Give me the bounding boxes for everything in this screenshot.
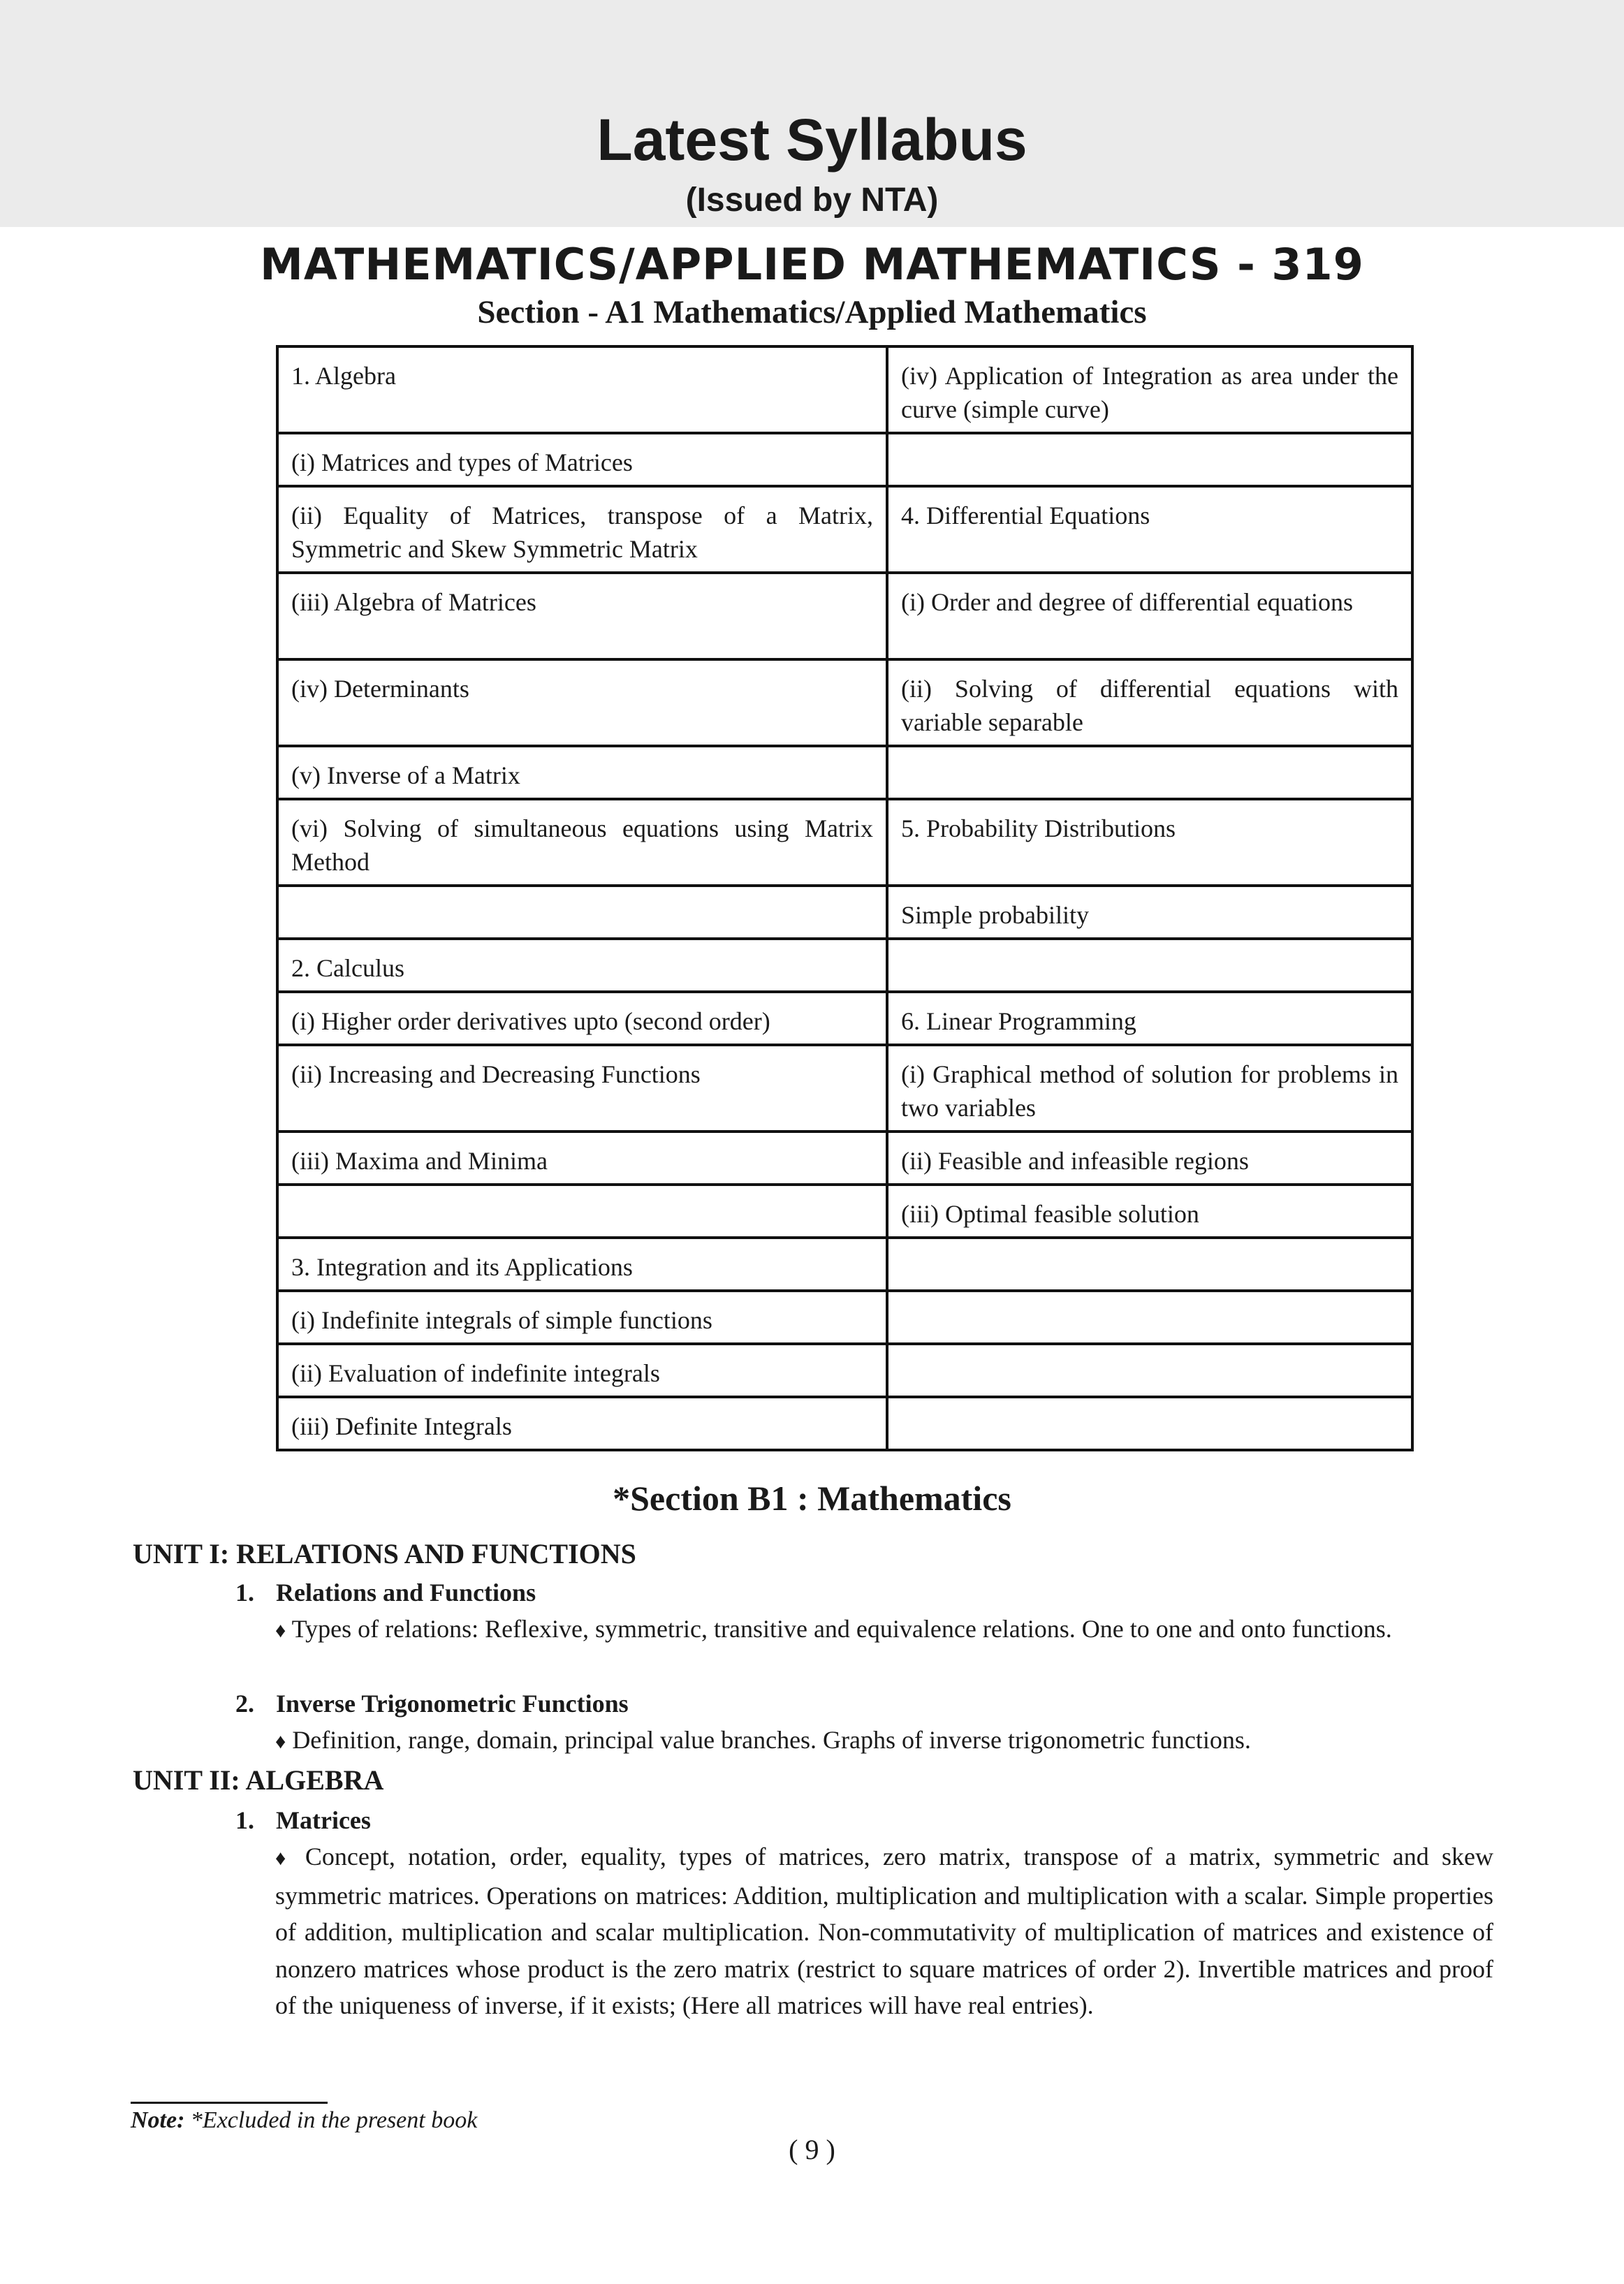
document-title: MATHEMATICS/APPLIED MATHEMATICS - 319 bbox=[260, 239, 1364, 290]
table-cell: (iii) Maxima and Minima bbox=[277, 1132, 887, 1185]
footnote-label: Note: bbox=[131, 2107, 185, 2133]
table-row bbox=[277, 1045, 1412, 1132]
unit-1-heading: UNIT I: RELATIONS AND FUNCTIONS bbox=[133, 1538, 636, 1569]
table-row bbox=[277, 433, 1412, 486]
topic-description bbox=[275, 1722, 1493, 1761]
topic-number: 1. bbox=[235, 1579, 254, 1606]
topic-title: Relations and Functions bbox=[276, 1579, 536, 1606]
topic-heading bbox=[235, 1574, 536, 1611]
table-row bbox=[277, 1238, 1412, 1291]
diamond-bullet-icon: ♦ bbox=[275, 1847, 293, 1870]
footnote-mark: * bbox=[190, 2107, 203, 2133]
topic-description bbox=[275, 1838, 1493, 2024]
table-cell: 5. Probability Distributions bbox=[887, 799, 1412, 886]
table-cell: (i) Indefinite integrals of simple functions bbox=[277, 1291, 887, 1344]
topic-text: Concept, notation, order, equality, types of matrices, zero matrix, transpose of a matrix, symmetric and skew symmetric matrices. Operations on matrices: Addition, multiplication and multiplication with a scalar. Simple properties of addition, multiplication and scalar multiplication. Non-commutativity of multiplication of matrices and existence of nonzero matrices whose product is the zero matrix (restrict to square matrices of order 2). Invertible matrices and proof of the uniqueness of inverse, if it exists; (Here all matrices will have real entries). bbox=[275, 1843, 1494, 2019]
page-header-subtitle: (Issued by NTA) bbox=[685, 182, 939, 219]
topic-text: Types of relations: Reflexive, symmetric, transitive and equivalence relations. One to one and onto functions. bbox=[291, 1615, 1392, 1643]
table-cell: (iii) Optimal feasible solution bbox=[887, 1185, 1412, 1238]
topic-description bbox=[275, 1611, 1493, 1650]
table-cell: (ii) Equality of Matrices, transpose of a Matrix, Symmetric and Skew Symmetric Matrix bbox=[277, 486, 887, 573]
section-a1-heading: Section - A1 Mathematics/Applied Mathematics bbox=[477, 294, 1147, 330]
table-row bbox=[277, 1185, 1412, 1238]
table-cell: (ii) Increasing and Decreasing Functions bbox=[277, 1045, 887, 1132]
table-cell: (iii) Definite Integrals bbox=[277, 1397, 887, 1450]
table-row bbox=[277, 1291, 1412, 1344]
table-cell: 2. Calculus bbox=[277, 939, 887, 992]
table-row bbox=[277, 346, 1412, 433]
table-cell bbox=[887, 1291, 1412, 1344]
diamond-bullet-icon: ♦ bbox=[275, 1730, 286, 1753]
table-cell: (iii) Algebra of Matrices bbox=[277, 573, 887, 659]
table-cell: (i) Graphical method of solution for problems in two variables bbox=[887, 1045, 1412, 1132]
unit-2-heading: UNIT II: ALGEBRA bbox=[133, 1764, 384, 1796]
table-row bbox=[277, 886, 1412, 939]
topic-text: Definition, range, domain, principal value branches. Graphs of inverse trigonometric functions. bbox=[292, 1726, 1251, 1754]
footnote-text: Excluded in the present book bbox=[202, 2107, 478, 2133]
table-row bbox=[277, 1344, 1412, 1397]
table-row bbox=[277, 939, 1412, 992]
diamond-bullet-icon: ♦ bbox=[275, 1619, 286, 1642]
table-cell bbox=[887, 1397, 1412, 1450]
table-cell bbox=[277, 1185, 887, 1238]
table-row bbox=[277, 486, 1412, 573]
table-row bbox=[277, 659, 1412, 746]
page-number: ( 9 ) bbox=[789, 2134, 835, 2165]
table-cell: (ii) Evaluation of indefinite integrals bbox=[277, 1344, 887, 1397]
topic-number: 1. bbox=[235, 1806, 254, 1834]
table-row bbox=[277, 1132, 1412, 1185]
topic-heading bbox=[235, 1685, 629, 1722]
table-row bbox=[277, 746, 1412, 799]
table-cell: (i) Matrices and types of Matrices bbox=[277, 433, 887, 486]
syllabus-table bbox=[276, 345, 1414, 1451]
table-cell bbox=[277, 886, 887, 939]
topic-title: Matrices bbox=[276, 1806, 371, 1834]
table-cell: Simple probability bbox=[887, 886, 1412, 939]
table-cell: (iv) Determinants bbox=[277, 659, 887, 746]
table-cell: 4. Differential Equations bbox=[887, 486, 1412, 573]
table-cell bbox=[887, 746, 1412, 799]
table-cell bbox=[887, 1238, 1412, 1291]
table-cell: 3. Integration and its Applications bbox=[277, 1238, 887, 1291]
table-cell: (iv) Application of Integration as area under the curve (simple curve) bbox=[887, 346, 1412, 433]
table-cell bbox=[887, 433, 1412, 486]
table-cell: (ii) Solving of differential equations with variable separable bbox=[887, 659, 1412, 746]
table-row bbox=[277, 992, 1412, 1045]
table-cell bbox=[887, 939, 1412, 992]
table-cell: (ii) Feasible and infeasible regions bbox=[887, 1132, 1412, 1185]
table-cell: (vi) Solving of simultaneous equations using Matrix Method bbox=[277, 799, 887, 886]
table-row bbox=[277, 573, 1412, 659]
table-cell bbox=[887, 1344, 1412, 1397]
topic-heading bbox=[235, 1802, 371, 1838]
table-cell: 6. Linear Programming bbox=[887, 992, 1412, 1045]
table-cell: (i) Order and degree of differential equations bbox=[887, 573, 1412, 659]
section-b1-heading: *Section B1 : Mathematics bbox=[613, 1479, 1011, 1518]
table-cell: (v) Inverse of a Matrix bbox=[277, 746, 887, 799]
table-row bbox=[277, 1397, 1412, 1450]
topic-title: Inverse Trigonometric Functions bbox=[276, 1690, 629, 1718]
topic-number: 2. bbox=[235, 1690, 254, 1718]
table-row bbox=[277, 799, 1412, 886]
table-cell: (i) Higher order derivatives upto (second order) bbox=[277, 992, 887, 1045]
page-header-title: Latest Syllabus bbox=[597, 107, 1027, 173]
table-cell: 1. Algebra bbox=[277, 346, 887, 433]
